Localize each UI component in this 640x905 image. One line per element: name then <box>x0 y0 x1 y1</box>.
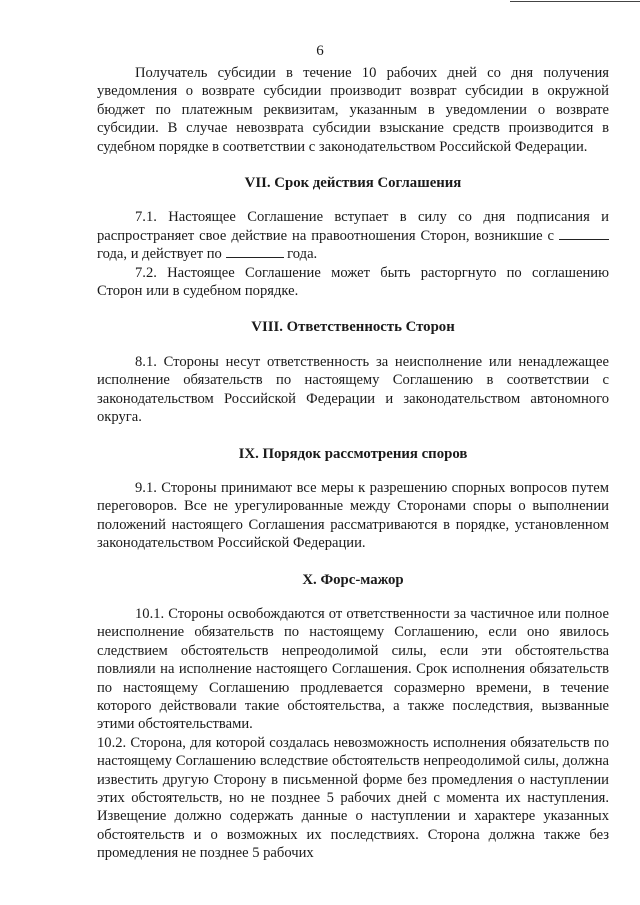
date-blank-from <box>559 227 609 240</box>
clause-7-2: 7.2. Настоящее Соглашение может быть расторгнуто по соглашению Сторон или в судебном порядке. <box>97 264 609 300</box>
clause-10-1: 10.1. Стороны освобождаются от ответственности за частичное или полное неисполнение обязательств по настоящему Соглашению, если оно явилось следствием обстоятельств непреодолимой силы, если эти обстоятельства повлияли на исполнение настоящего Соглашения. Срок исполнения обязательств по настоящему Соглашению продлевается соразмерно времени, в течение которого действовали такие обстоятельства, а также последствия, вызванные этими обстоятельствами. <box>97 605 609 733</box>
clause-9-1: 9.1. Стороны принимают все меры к разрешению спорных вопросов путем переговоров. Все не урегулированные между Сторонами споры о выполнении положений настоящего Соглашения рассматриваются в порядке, установленном законодательством Российской Федерации. <box>97 479 609 552</box>
clause-10-2: 10.2. Сторона, для которой создалась невозможность исполнения обязательств по настоящему Соглашению вследствие обстоятельств непреодолимой силы, должна известить другую Сторону в письменной форме без промедления о наступлении этих обстоятельств, но не позднее 5 рабочих дней с момента их наступления. Извещение должно содержать данные о наступлении и характере указанных обстоятельств и о возможных их последствиях. Сторона должна также без промедления не позднее 5 рабочих <box>97 734 609 862</box>
clause-7-1-text-start: 7.1. Настоящее Соглашение вступает в силу со дня подписания и распространяет свое действие на правоотношения Сторон, возникшие с <box>97 209 609 244</box>
section-heading-liability: VIII. Ответственность Сторон <box>251 319 455 336</box>
page-number: 6 <box>316 43 324 59</box>
clause-7-1-text-end: года. <box>287 246 318 263</box>
section-heading-force-majeure: X. Форс-мажор <box>302 571 404 588</box>
date-blank-until <box>226 245 284 258</box>
top-edge-rule <box>510 1 640 2</box>
clause-7-1 <box>97 208 609 263</box>
clause-7-1-text-mid: года, и действует по <box>97 246 222 263</box>
intro-paragraph: Получатель субсидии в течение 10 рабочих дней со дня получения уведомления о возврате субсидии производит возврат субсидии в окружной бюджет по платежным реквизитам, указанным в уведомлении о возврате субсидии. В случае невозврата субсидии взыскание средств производится в судебном порядке в соответствии с законодательством Российской Федерации. <box>97 65 609 155</box>
clause-8-1: 8.1. Стороны несут ответственность за неисполнение или ненадлежащее исполнение обязательств по настоящему Соглашению в соответствии с законодательством Российской Федерации и законодательством автономного округа. <box>97 353 609 426</box>
section-heading-disputes: IX. Порядок рассмотрения споров <box>238 445 468 462</box>
document-body <box>97 64 609 863</box>
section-heading-term: VII. Срок действия Соглашения <box>244 175 462 192</box>
